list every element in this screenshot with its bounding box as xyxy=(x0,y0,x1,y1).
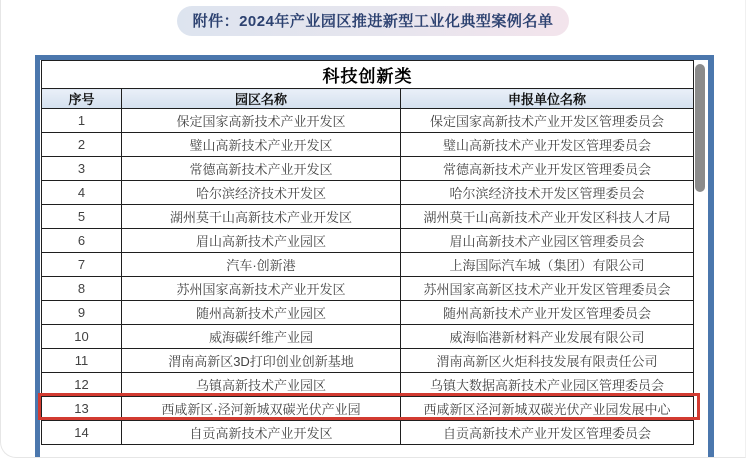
table-row xyxy=(42,205,694,229)
applicant-name-cell: 随州高新技术产业开发区管理委员会 xyxy=(401,301,694,325)
row-no-cell: 9 xyxy=(42,301,122,325)
park-name-cell: 常德高新技术产业开发区 xyxy=(122,157,401,181)
doc-title-area xyxy=(1,6,745,36)
row-no-cell: 11 xyxy=(42,349,122,373)
park-name-cell: 湖州莫干山高新技术产业开发区 xyxy=(122,205,401,229)
table-row xyxy=(42,325,694,349)
row-no-cell: 13 xyxy=(42,397,122,421)
applicant-name-cell: 璧山高新技术产业开发区管理委员会 xyxy=(401,133,694,157)
park-name-cell: 眉山高新技术产业园区 xyxy=(122,229,401,253)
table-frame xyxy=(35,55,714,458)
applicant-name-cell: 湖州莫干山高新技术产业开发区科技人才局 xyxy=(401,205,694,229)
table-row xyxy=(42,229,694,253)
category-title-row xyxy=(42,61,694,89)
applicant-name-cell: 乌镇大数据高新技术产业园区管理委员会 xyxy=(401,373,694,397)
applicant-name-cell: 保定国家高新技术产业开发区管理委员会 xyxy=(401,109,694,133)
table-row xyxy=(42,109,694,133)
row-no-cell: 2 xyxy=(42,133,122,157)
row-no-cell: 12 xyxy=(42,373,122,397)
park-name-cell: 西咸新区·泾河新城双碳光伏产业园 xyxy=(122,397,401,421)
applicant-name-cell: 西咸新区泾河新城双碳光伏产业园发展中心 xyxy=(401,397,694,421)
table-row xyxy=(42,277,694,301)
park-name-cell: 自贡高新技术产业开发区 xyxy=(122,421,401,445)
table-row xyxy=(42,157,694,181)
applicant-name-cell: 眉山高新技术产业园区管理委员会 xyxy=(401,229,694,253)
park-name-cell: 哈尔滨经济技术开发区 xyxy=(122,181,401,205)
col-header-park: 园区名称 xyxy=(122,89,401,109)
table-header-row xyxy=(42,89,694,109)
case-table xyxy=(41,60,694,445)
park-name-cell: 威海碳纤维产业园 xyxy=(122,325,401,349)
park-name-cell: 璧山高新技术产业开发区 xyxy=(122,133,401,157)
row-no-cell: 10 xyxy=(42,325,122,349)
applicant-name-cell: 渭南高新区火炬科技发展有限责任公司 xyxy=(401,349,694,373)
table-row xyxy=(42,133,694,157)
park-name-cell: 汽车·创新港 xyxy=(122,253,401,277)
applicant-name-cell: 上海国际汽车城（集团）有限公司 xyxy=(401,253,694,277)
applicant-name-cell: 自贡高新技术产业开发区管理委员会 xyxy=(401,421,694,445)
category-title: 科技创新类 xyxy=(42,61,694,89)
park-name-cell: 苏州国家高新技术产业开发区 xyxy=(122,277,401,301)
row-no-cell: 3 xyxy=(42,157,122,181)
scrollbar-thumb[interactable] xyxy=(695,64,705,192)
row-no-cell: 8 xyxy=(42,277,122,301)
row-no-cell: 14 xyxy=(42,421,122,445)
table-row xyxy=(42,253,694,277)
table-row xyxy=(42,373,694,397)
col-header-no: 序号 xyxy=(42,89,122,109)
row-no-cell: 4 xyxy=(42,181,122,205)
row-no-cell: 7 xyxy=(42,253,122,277)
applicant-name-cell: 苏州国家高新区技术产业开发区管理委员会 xyxy=(401,277,694,301)
table-row-highlighted xyxy=(42,397,694,421)
table-row xyxy=(42,301,694,325)
row-no-cell: 6 xyxy=(42,229,122,253)
park-name-cell: 保定国家高新技术产业开发区 xyxy=(122,109,401,133)
applicant-name-cell: 威海临港新材料产业发展有限公司 xyxy=(401,325,694,349)
table-row xyxy=(42,181,694,205)
applicant-name-cell: 常德高新技术产业开发区管理委员会 xyxy=(401,157,694,181)
table-row xyxy=(42,349,694,373)
applicant-name-cell: 哈尔滨经济技术开发区管理委员会 xyxy=(401,181,694,205)
col-header-applicant: 申报单位名称 xyxy=(401,89,694,109)
park-name-cell: 乌镇高新技术产业园区 xyxy=(122,373,401,397)
row-no-cell: 5 xyxy=(42,205,122,229)
park-name-cell: 渭南高新区3D打印创业创新基地 xyxy=(122,349,401,373)
table-row xyxy=(42,421,694,445)
row-no-cell: 1 xyxy=(42,109,122,133)
park-name-cell: 随州高新技术产业园区 xyxy=(122,301,401,325)
attachment-title: 附件：2024年产业园区推进新型工业化典型案例名单 xyxy=(177,6,570,36)
